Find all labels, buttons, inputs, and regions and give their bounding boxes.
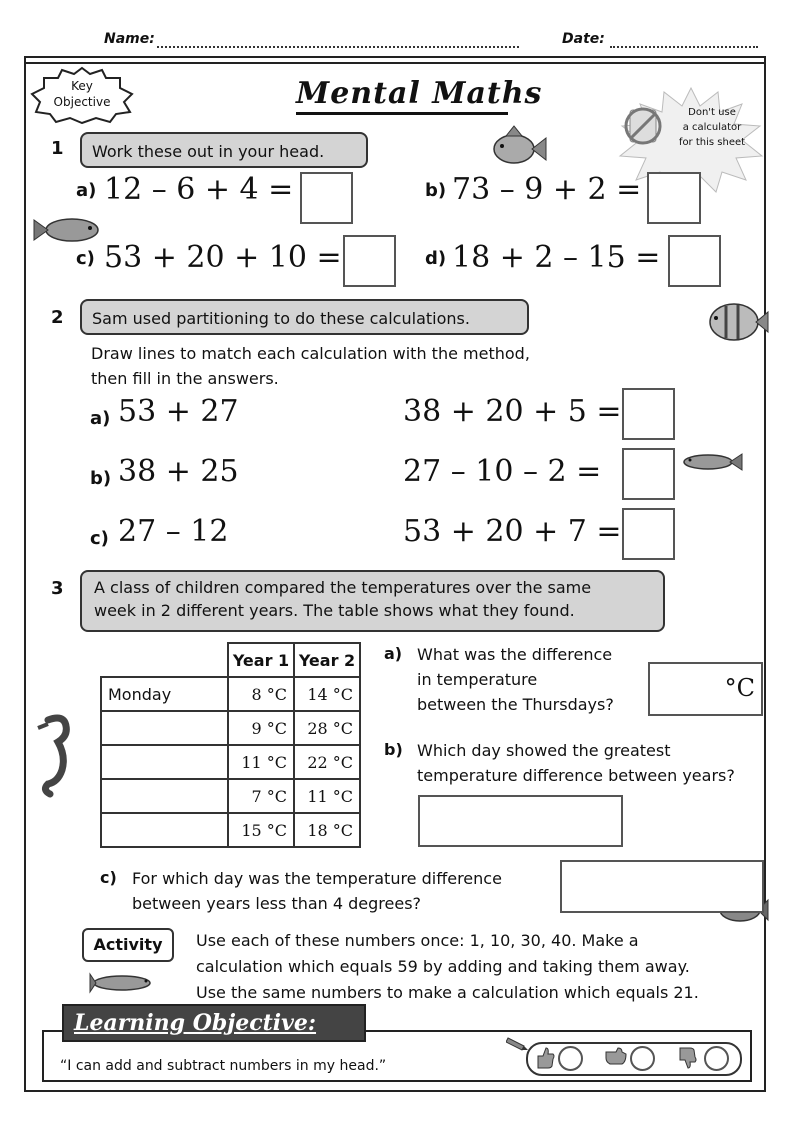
q1-a-expression: 12 – 6 + 4 = — [104, 172, 294, 207]
celsius-unit: °C — [724, 674, 755, 702]
q1-d-label: d) — [425, 248, 447, 269]
temperature-table — [100, 642, 361, 848]
table-day-cell[interactable] — [101, 745, 228, 779]
q3-a-answer-box[interactable] — [648, 662, 763, 716]
q2-method-2-answer-box[interactable] — [622, 448, 675, 500]
table-cell: 11 °C — [228, 745, 294, 779]
self-assessment-circle[interactable] — [630, 1046, 655, 1071]
q2-b-calculation: 38 + 25 — [118, 454, 239, 489]
learning-objective-title: Learning Objective: — [62, 1004, 366, 1042]
q2-subtext: Draw lines to match each calculation with the method, then fill in the answers. — [91, 344, 530, 388]
table-cell: 15 °C — [228, 813, 294, 847]
fish-icon — [88, 968, 164, 998]
activity-label: Activity — [82, 928, 174, 962]
seahorse-icon — [34, 712, 78, 798]
q3-c-label: c) — [100, 868, 117, 887]
self-assessment-circle[interactable] — [704, 1046, 729, 1071]
date-field[interactable] — [610, 46, 758, 48]
thumbs-down-icon — [676, 1046, 698, 1070]
q3-b-answer-box[interactable] — [418, 795, 623, 847]
table-day-cell: Monday — [101, 677, 228, 711]
q1-c-label: c) — [76, 248, 95, 269]
q3-c-question: For which day was the temperature difference between years less than 4 degrees? — [132, 869, 502, 913]
table-header: Year 1 — [228, 643, 294, 677]
date-label: Date: — [562, 31, 605, 47]
q1-b-expression: 73 – 9 + 2 = — [452, 172, 642, 207]
q2-instruction: Sam used partitioning to do these calculations. — [80, 299, 529, 335]
question-number: 2 — [51, 307, 64, 328]
activity-text: Use each of these numbers once: 1, 10, 30, 40. Make a calculation which equals 59 by adding and taking them away. Use the same numbers to make a calculation which equals 21. — [196, 931, 699, 1002]
q2-method-3-answer-box[interactable] — [622, 508, 675, 560]
q2-a-label: a) — [90, 408, 111, 429]
learning-objective-statement: “I can add and subtract numbers in my head.” — [60, 1058, 387, 1074]
fish-icon — [704, 296, 770, 348]
q2-b-label: b) — [90, 468, 112, 489]
table-day-cell[interactable] — [101, 813, 228, 847]
q1-d-expression: 18 + 2 – 15 = — [452, 240, 661, 275]
table-cell: 11 °C — [294, 779, 360, 813]
name-label: Name: — [104, 31, 155, 47]
question-number: 3 — [51, 578, 64, 599]
q1-d-answer-box[interactable] — [668, 235, 721, 287]
page-title: Mental Maths — [296, 76, 543, 111]
table-row — [101, 745, 360, 779]
table-cell: 8 °C — [228, 677, 294, 711]
table-cell: 28 °C — [294, 711, 360, 745]
thumbs-sideways-icon — [604, 1046, 628, 1068]
q2-c-label: c) — [90, 528, 109, 549]
fish-icon — [486, 124, 548, 174]
q3-b-label: b) — [384, 740, 403, 759]
q3-a-question: What was the difference in temperature between the Thursdays? — [417, 645, 614, 714]
q2-c-calculation: 27 – 12 — [118, 514, 229, 549]
q2-method-1-answer-box[interactable] — [622, 388, 675, 440]
table-row — [101, 779, 360, 813]
question-number: 1 — [51, 138, 64, 159]
table-row — [101, 711, 360, 745]
q1-b-label: b) — [425, 180, 447, 201]
table-cell: 22 °C — [294, 745, 360, 779]
name-field[interactable] — [157, 46, 519, 48]
q1-instruction: Work these out in your head. — [80, 132, 368, 168]
table-row — [101, 677, 360, 711]
table-cell: 7 °C — [228, 779, 294, 813]
q2-method-1: 38 + 20 + 5 = — [403, 394, 622, 429]
title-underline — [296, 112, 508, 115]
pencil-icon — [506, 1034, 530, 1052]
table-cell: 9 °C — [228, 711, 294, 745]
calculator-note: Don't use a calculator for this sheet — [678, 107, 746, 148]
q1-b-answer-box[interactable] — [647, 172, 701, 224]
q1-c-expression: 53 + 20 + 10 = — [104, 240, 342, 275]
q2-method-2: 27 – 10 – 2 = — [403, 454, 602, 489]
table-cell: 14 °C — [294, 677, 360, 711]
table-row — [101, 813, 360, 847]
fish-icon — [30, 210, 106, 250]
q3-c-answer-box[interactable] — [560, 860, 764, 913]
q3-instruction: A class of children compared the temperatures over the same week in 2 different years. The table shows what they found. — [80, 570, 665, 632]
table-header: Year 2 — [294, 643, 360, 677]
table-cell: 18 °C — [294, 813, 360, 847]
q1-c-answer-box[interactable] — [343, 235, 396, 287]
q2-a-calculation: 53 + 27 — [118, 394, 239, 429]
q3-a-label: a) — [384, 644, 403, 663]
fish-icon — [678, 448, 744, 476]
q3-b-question: Which day showed the greatest temperature difference between years? — [417, 741, 735, 785]
thumbs-up-icon — [534, 1046, 556, 1070]
q2-method-3: 53 + 20 + 7 = — [403, 514, 622, 549]
key-objective-text: Key Objective — [53, 79, 111, 109]
table-day-cell[interactable] — [101, 711, 228, 745]
q1-a-answer-box[interactable] — [300, 172, 353, 224]
q1-a-label: a) — [76, 180, 97, 201]
table-day-cell[interactable] — [101, 779, 228, 813]
self-assessment-circle[interactable] — [558, 1046, 583, 1071]
top-rule — [24, 62, 764, 64]
